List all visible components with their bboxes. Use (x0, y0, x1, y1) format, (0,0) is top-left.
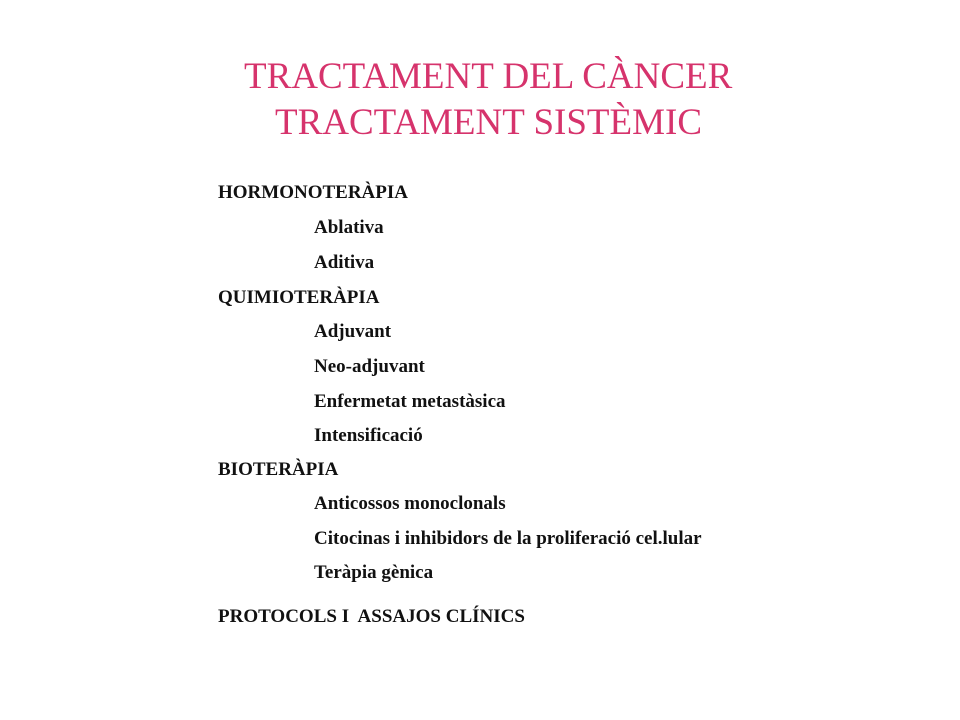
list-item-citocinas: Citocinas i inhibidors de la proliferació cel.lular (314, 528, 702, 549)
section-heading-hormonoterapia: HORMONOTERÀPIA (218, 182, 408, 203)
list-item-enfermetat-metastasica: Enfermetat metastàsica (314, 391, 506, 412)
list-item-anticossos-monoclonals: Anticossos monoclonals (314, 493, 506, 514)
list-item-ablativa: Ablativa (314, 217, 384, 238)
section-heading-quimioterapia: QUIMIOTERÀPIA (218, 287, 380, 308)
slide-title-line-2: TRACTAMENT SISTÈMIC (275, 102, 703, 143)
slide-title-line-1: TRACTAMENT DEL CÀNCER (244, 56, 733, 97)
list-item-terapia-genica: Teràpia gènica (314, 562, 434, 583)
list-item-neo-adjuvant: Neo-adjuvant (314, 356, 425, 377)
list-item-aditiva: Aditiva (314, 252, 375, 273)
section-heading-protocols: PROTOCOLS I ASSAJOS CLÍNICS (218, 606, 525, 627)
list-item-adjuvant: Adjuvant (314, 321, 392, 342)
list-item-intensificacio: Intensificació (314, 425, 423, 446)
section-heading-bioterapia: BIOTERÀPIA (218, 459, 339, 480)
